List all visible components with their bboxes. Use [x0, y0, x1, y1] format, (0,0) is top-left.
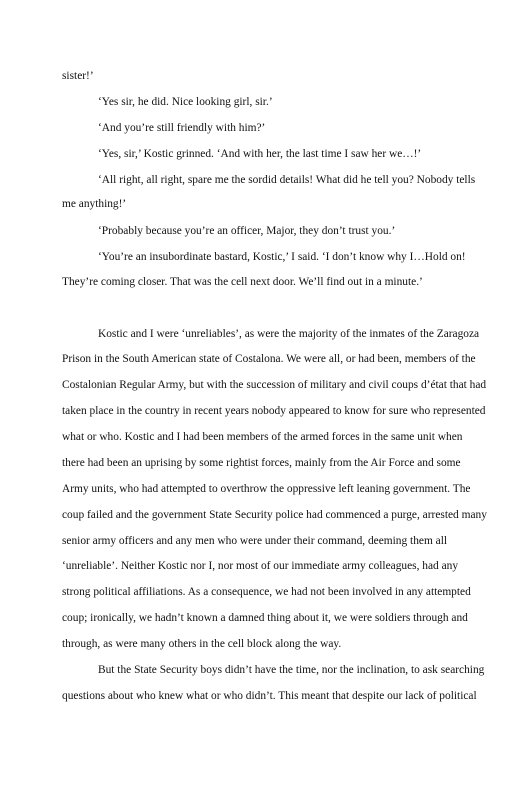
- text-line: ‘You’re an insubordinate bastard, Kostic,’ I said. ‘I don’t know why I…Hold on!: [98, 251, 466, 263]
- text-line: Kostic and I were ‘unreliables’, as were the majority of the inmates of the Zaragoza: [98, 328, 480, 340]
- text-line: what or who. Kostic and I had been members of the armed forces in the same unit when: [62, 431, 463, 443]
- text-line: ‘unreliable’. Neither Kostic nor I, nor most of our immediate army colleagues, had any: [62, 560, 459, 572]
- text-line: ‘Yes, sir,’ Kostic grinned. ‘And with her, the last time I saw her we…!’: [98, 148, 422, 160]
- text-line: Prison in the South American state of Costalona. We were all, or had been, members of the: [62, 353, 476, 365]
- text-line: sister!’: [62, 70, 94, 82]
- text-line: questions about who knew what or who didn’t. This meant that despite our lack of political: [62, 690, 477, 702]
- text-line: there had been an uprising by some rightist forces, mainly from the Air Force and some: [62, 457, 461, 469]
- text-line: strong political affiliations. As a consequence, we had not been involved in any attempted: [62, 586, 471, 598]
- text-line: But the State Security boys didn’t have the time, nor the inclination, to ask searching: [98, 664, 485, 676]
- text-line: ‘And you’re still friendly with him?’: [98, 122, 266, 134]
- text-line: ‘All right, all right, spare me the sordid details! What did he tell you? Nobody tells: [98, 174, 476, 186]
- text-line: Army units, who had attempted to overthrow the oppressive left leaning government. The: [62, 483, 471, 495]
- text-line: Costalonian Regular Army, but with the succession of military and civil coups d’état that had: [62, 379, 487, 391]
- text-line: coup failed and the government State Security police had commenced a purge, arrested many: [62, 509, 487, 521]
- text-line: ‘Yes sir, he did. Nice looking girl, sir.’: [98, 96, 273, 108]
- text-line: ‘Probably because you’re an officer, Major, they don’t trust you.’: [98, 225, 396, 237]
- text-line: taken place in the country in recent years nobody appeared to know for sure who represented: [62, 405, 486, 417]
- text-line: me anything!’: [62, 198, 127, 210]
- text-line: They’re coming closer. That was the cell next door. We’ll find out in a minute.’: [62, 276, 423, 288]
- text-line: senior army officers and any men who were under their command, deeming them all: [62, 535, 448, 547]
- text-line: coup; ironically, we hadn’t known a damned thing about it, we were soldiers through and: [62, 612, 468, 624]
- text-line: through, as were many others in the cell block along the way.: [62, 638, 342, 650]
